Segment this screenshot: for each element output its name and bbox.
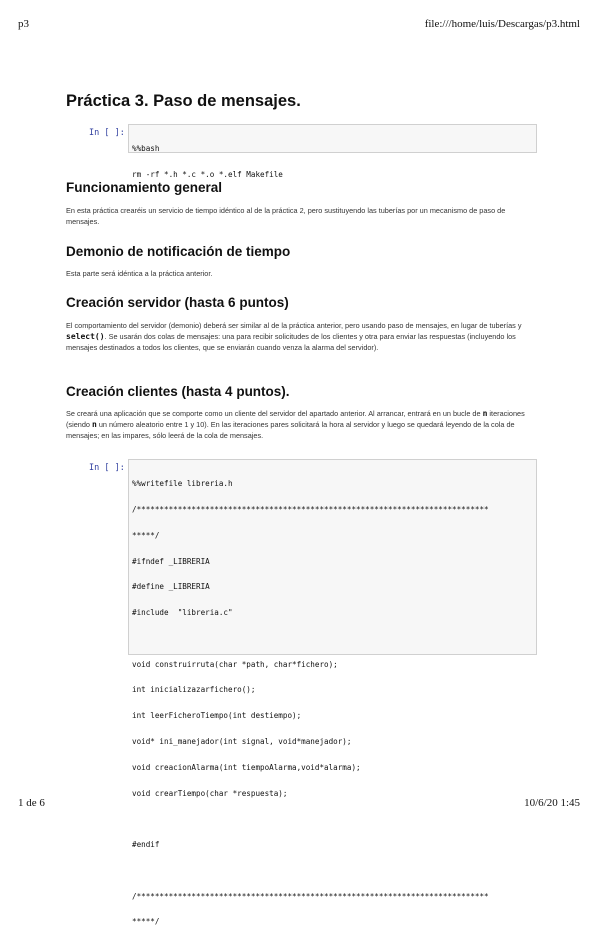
text-run: . Se usarán dos colas de mensajes: una para recibir solicitudes de los clientes y otra para enviar las respuestas (incluyendo los mensajes destinados a todos los clientes, que se enviarán cuando venza la alarma del servidor).: [66, 332, 516, 352]
code-line: #ifndef _LIBRERIA: [132, 556, 210, 566]
code-line: void crearTiempo(char *respuesta);: [132, 788, 288, 798]
inline-code: n: [91, 420, 97, 429]
page-header-url: file:///home/luis/Descargas/p3.html: [424, 18, 580, 30]
page-header-title: p3: [18, 18, 29, 30]
page-title: Práctica 3. Paso de mensajes.: [66, 92, 301, 110]
code-line: void construirruta(char *path, char*fichero);: [132, 659, 338, 669]
code-line: *****/: [132, 530, 160, 540]
code-line: %%bash: [132, 144, 160, 154]
code-cell-writefile[interactable]: [128, 459, 537, 927]
code-cell-bash[interactable]: [128, 124, 537, 179]
text-run: un número aleatorio entre 1 y 10). En las iteraciones pares solicitará la hora al servidor y luego se quedará leyendo de la cola de mensajes; en las impares, sólo leerá de la cola de mensajes.: [66, 420, 515, 440]
cell-prompt: In [ ]:: [89, 128, 125, 138]
section-heading-demonio: Demonio de notificación de tiempo: [66, 244, 291, 259]
code-line: #endif: [132, 840, 160, 850]
code-line: #include "libreria.c": [132, 608, 233, 618]
inline-code: select(): [66, 332, 105, 341]
section-text-servidor: [66, 320, 536, 353]
code-line: void* ini_manejador(int signal, void*manejador);: [132, 737, 352, 746]
cell-prompt: In [ ]:: [89, 463, 125, 473]
code-line: %%writefile libreria.h: [132, 479, 233, 489]
code-line: rm -rf *.h *.c *.o *.elf Makefile: [132, 169, 283, 179]
code-line: /*****************************************************************************: [132, 891, 489, 901]
text-run: iteraciones (siendo: [66, 409, 525, 429]
code-line: #define _LIBRERIA: [132, 582, 210, 592]
section-text-clientes: [66, 408, 536, 441]
code-line: /*****************************************************************************: [132, 504, 489, 514]
section-heading-servidor: Creación servidor (hasta 6 puntos): [66, 295, 289, 310]
code-line: *****/: [132, 917, 160, 927]
page-footer-date: 10/6/20 1:45: [524, 797, 580, 809]
code-line: int inicializazarfichero();: [132, 685, 256, 695]
section-text-demonio: Esta parte será idéntica a la práctica anterior.: [66, 269, 213, 278]
code-line: void creacionAlarma(int tiempoAlarma,void*alarma);: [132, 762, 361, 772]
inline-code: n: [482, 409, 488, 418]
code-line: [132, 815, 533, 824]
section-heading-funcionamiento: Funcionamiento general: [66, 180, 223, 195]
code-line: int leerFicheroTiempo(int destiempo);: [132, 711, 302, 721]
page-footer-pagenum: 1 de 6: [18, 797, 45, 809]
code-line: [132, 867, 533, 876]
section-text-funcionamiento: En esta práctica crearéis un servicio de tiempo idéntico al de la práctica 2, pero sustituyendo las tuberías por un mecanismo de paso de mensajes.: [66, 206, 506, 226]
text-run: Se creará una aplicación que se comporte como un cliente del servidor del apartado anterior. Al arrancar, entrará en un bucle de: [66, 409, 483, 418]
code-line: [132, 635, 533, 644]
section-heading-clientes: Creación clientes (hasta 4 puntos).: [66, 384, 290, 399]
text-run: El comportamiento del servidor (demonio) deberá ser similar al de la práctica anterior, pero usando paso de mensajes, en lugar de tuberías y: [66, 321, 522, 330]
